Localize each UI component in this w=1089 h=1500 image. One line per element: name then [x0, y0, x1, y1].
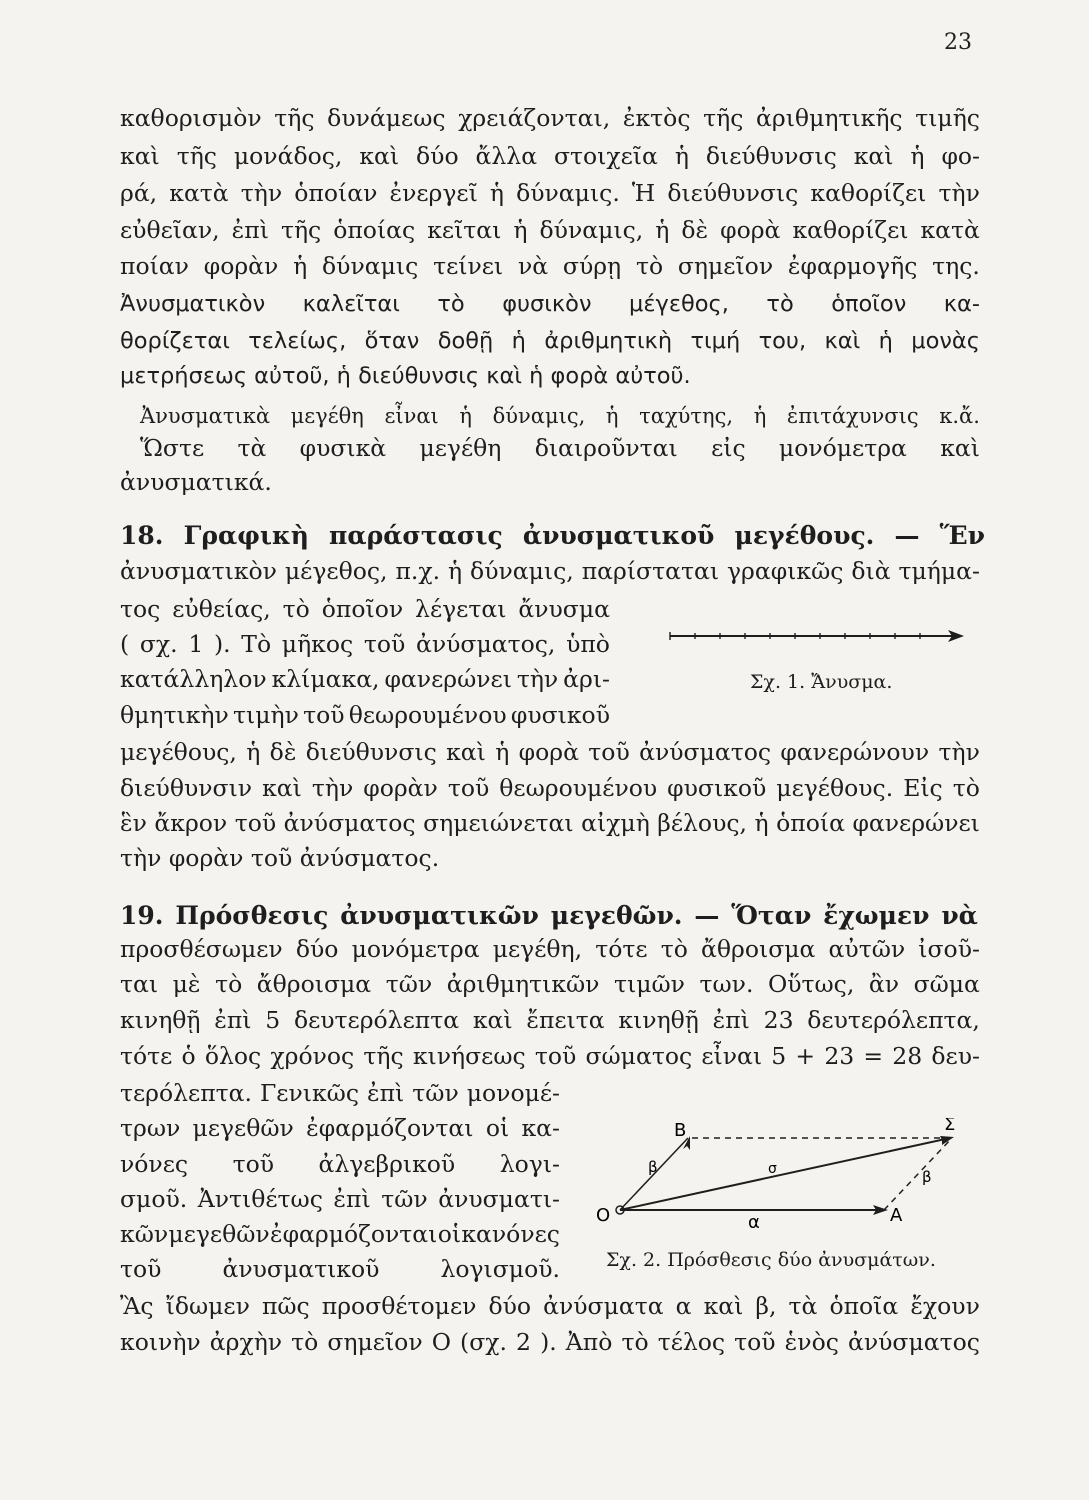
- text-line: μεγέθους, ἡ δὲ διεύθυνσις καὶ ἡ φορὰ τοῦ ἀνύσματος φανερώνουν τὴν: [120, 738, 980, 766]
- vector-beta-right-label: β: [922, 1168, 932, 1186]
- text-line: διεύθυνσιν καὶ τὴν φορὰν τοῦ θεωρουμένου φυσικοῦ μεγέθους. Εἰς τὸ: [120, 774, 980, 802]
- text-line: κῶν μεγεθῶν ἐφαρμόζονται οἱ κανόνες: [120, 1220, 560, 1248]
- text-line: θμητικὴν τιμὴν τοῦ θεωρουμένου φυσικοῦ: [120, 701, 610, 729]
- text-line: Ὥστε τὰ φυσικὰ μεγέθη διαιροῦνται εἰς μονόμετρα καὶ: [140, 434, 980, 462]
- text-line: ται μὲ τὸ ἄθροισμα τῶν ἀριθμητικῶν τιμῶν των. Οὕτως, ἂν σῶμα: [120, 970, 980, 998]
- point-sigma-label: Σ: [944, 1118, 956, 1135]
- text-line: ἀνυσματικά.: [120, 468, 272, 496]
- text-line: προσθέσωμεν δύο μονόμετρα μεγέθη, τότε τὸ ἄθροισμα αὐτῶν ἰσοῦ-: [120, 935, 980, 963]
- section-19-heading: 19. Πρόσθεσις ἀνυσματικῶν μεγεθῶν. — Ὅταν ἔχωμεν νὰ: [120, 901, 978, 930]
- text-line: Ἂς ἴδωμεν πῶς προσθέτομεν δύο ἀνύσματα α καὶ β, τὰ ὁποῖα ἔχουν: [120, 1292, 980, 1320]
- page-number: 23: [944, 30, 972, 55]
- text-line: ( σχ. 1 ). Τὸ μῆκος τοῦ ἀνύσματος, ὑπὸ: [120, 630, 610, 658]
- vector-sigma-label: σ: [768, 1161, 777, 1177]
- text-line: ἀνυσματικὸν μέγεθος, π.χ. ἡ δύναμις, παρίσταται γραφικῶς διὰ τμήμα-: [120, 557, 980, 585]
- text-line: τερόλεπτα. Γενικῶς ἐπὶ τῶν μονομέ-: [120, 1079, 560, 1107]
- definition-line: θορίζεται τελείως, ὅταν δοθῇ ἡ ἀριθμητικὴ τιμή του, καὶ ἡ μονὰς: [120, 328, 980, 354]
- text-line: νόνες τοῦ ἀλγεβρικοῦ λογι-: [120, 1150, 560, 1178]
- vector-beta-left-label: β: [648, 1158, 658, 1176]
- text-line: εὐθεῖαν, ἐπὶ τῆς ὁποίας κεῖται ἡ δύναμις, ἡ δὲ φορὰ καθορίζει κατὰ: [120, 216, 980, 244]
- figure-2-parallelogram: [592, 1118, 972, 1228]
- vector-alpha-label: α: [748, 1212, 760, 1228]
- text-line: καθορισμὸν τῆς δυνάμεως χρειάζονται, ἐκτὸς τῆς ἀριθμητικῆς τιμῆς: [120, 104, 980, 132]
- section-18-heading: 18. Γραφικὴ παράστασις ἀνυσματικοῦ μεγέθους. — Ἕν: [120, 521, 985, 550]
- text-line: καὶ τῆς μονάδος, καὶ δύο ἄλλα στοιχεῖα ἡ διεύθυνσις καὶ ἡ φο-: [120, 142, 980, 170]
- text-line: κοινὴν ἀρχὴν τὸ σημεῖον Ο (σχ. 2 ). Ἀπὸ τὸ τέλος τοῦ ἑνὸς ἀνύσματος: [120, 1328, 980, 1356]
- text-line: Ἀνυσματικὰ μεγέθη εἶναι ἡ δύναμις, ἡ ταχύτης, ἡ ἐπιτάχυνσις κ.ἄ.: [140, 404, 980, 428]
- text-line: ρά, κατὰ τὴν ὁποίαν ἐνεργεῖ ἡ δύναμις. Ἡ διεύθυνσις καθορίζει τὴν: [120, 179, 980, 207]
- definition-line: Ἀνυσματικὸν καλεῖται τὸ φυσικὸν μέγεθος, τὸ ὁποῖον κα-: [120, 291, 980, 317]
- text-line: τοῦ ἀνυσματικοῦ λογισμοῦ.: [120, 1255, 560, 1283]
- figure-2-caption: Σχ. 2. Πρόσθεσις δύο ἀνυσμάτων.: [606, 1249, 936, 1271]
- text-line: κατάλληλον κλίμακα, φανερώνει τὴν ἀρι-: [120, 665, 610, 693]
- point-B-label: B: [674, 1120, 687, 1141]
- text-line: ἓν ἄκρον τοῦ ἀνύσματος σημειώνεται αἰχμὴ βέλους, ἡ ὁποία φανερώνει: [120, 809, 980, 837]
- definition-line: μετρήσεως αὐτοῦ, ἡ διεύθυνσις καὶ ἡ φορὰ αὐτοῦ.: [120, 363, 691, 389]
- text-line: τος εὐθείας, τὸ ὁποῖον λέγεται ἄνυσμα: [120, 595, 610, 623]
- text-line: τότε ὁ ὅλος χρόνος τῆς κινήσεως τοῦ σώματος εἶναι 5 + 23 = 28 δευ-: [120, 1042, 980, 1070]
- text-line: κινηθῇ ἐπὶ 5 δευτερόλεπτα καὶ ἔπειτα κινηθῇ ἐπὶ 23 δευτερόλεπτα,: [120, 1006, 980, 1034]
- figure-1-caption: Σχ. 1. Ἄνυσμα.: [750, 671, 893, 693]
- text-line: ποίαν φορὰν ἡ δύναμις τείνει νὰ σύρῃ τὸ σημεῖον ἐφαρμογῆς της.: [120, 252, 980, 280]
- text-line: τὴν φορὰν τοῦ ἀνύσματος.: [120, 844, 440, 872]
- point-A-label: A: [890, 1205, 903, 1226]
- text-line: τρων μεγεθῶν ἐφαρμόζονται οἱ κα-: [120, 1114, 560, 1142]
- text-line: σμοῦ. Ἀντιθέτως ἐπὶ τῶν ἀνυσματι-: [120, 1185, 560, 1213]
- figure-1-vector: [668, 622, 968, 652]
- point-O-label: O: [596, 1205, 611, 1226]
